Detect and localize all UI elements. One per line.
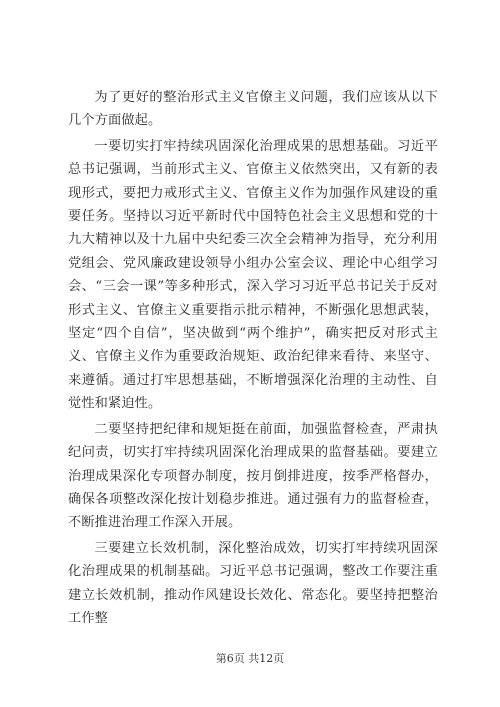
document-body <box>68 86 438 632</box>
page-number-footer: 第6页 共12页 <box>215 652 285 665</box>
paragraph-intro: 为了更好的整治形式主义官僚主义问题，我们应该从以下几个方面做起。 <box>68 90 438 129</box>
paragraph-second-point: 二要坚持把纪律和规矩挺在前面，加强监督检查，严肃执纪问责，切实打牢持续巩固深化治理成果的监督基础。要建立治理成果深化专项督办制度，按月倒排进度，按季严格督办，确保各项整改深化按计划稳步推进。通过强有力的监督检查，不断推进治理工作深入开展。 <box>68 421 438 531</box>
paragraph-first-point: 一要切实打牢持续巩固深化治理成果的思想基础。习近平总书记强调，当前形式主义、官僚主义依然突出，又有新的表现形式，要把力戒形式主义、官僚主义作为加强作风建设的重要任务。坚持以习近平新时代中国特色社会主义思想和党的十九大精神以及十九届中央纪委三次全会精神为指导，充分利用党组会、党风廉政建设领导小组办公室会议、理论中心组学习会、“三会一课”等多种形式，深入学习习近平总书记关于反对形式主义、官僚主义重要指示批示精神，不断强化思想武装，坚定“四个自信”，坚决做到“两个维护”，确实把反对形式主义、官僚主义作为重要政治规矩、政治纪律来看待、来坚守、来遵循。通过打牢思想基础，不断增强深化治理的主动性、自觉性和紧迫性。 <box>68 138 438 412</box>
paragraph-third-point: 三要建立长效机制，深化整治成效，切实打牢持续巩固深化治理成果的机制基础。习近平总书记强调，整改工作要注重建立长效机制，推动作风建设长效化、常态化。要坚持把整治工作整 <box>68 540 438 626</box>
